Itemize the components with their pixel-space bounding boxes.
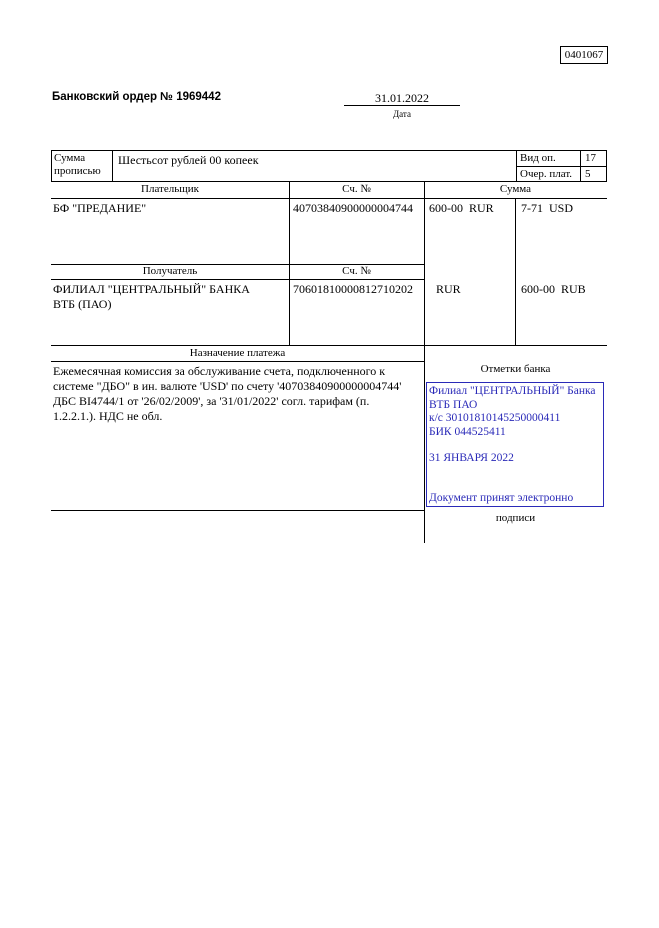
- amount-words-label: [54, 152, 110, 178]
- col-purpose-header: Назначение платежа: [189, 347, 286, 359]
- table-line: [580, 150, 581, 181]
- table-line: [51, 150, 607, 151]
- table-line: [51, 361, 424, 362]
- table-line: [51, 198, 607, 199]
- payer-account: 40703840900000004744: [293, 201, 413, 215]
- table-line: [289, 181, 290, 345]
- stamp-line: Филиал "ЦЕНТРАЛЬНЫЙ" Банка: [429, 385, 596, 397]
- table-line: [51, 510, 424, 511]
- amount-words-value: Шестьсот рублей 00 копеек: [118, 153, 259, 167]
- priority-value: 5: [585, 168, 591, 180]
- recipient-name-line1: ФИЛИАЛ "ЦЕНТРАЛЬНЫЙ" БАНКА: [53, 282, 250, 296]
- recipient-amount-rur: RUR: [436, 282, 461, 296]
- payer-amount-usd: 7-71 USD: [521, 201, 574, 215]
- col-payer-header: Плательщик: [141, 183, 199, 195]
- priority-label: Очер. плат.: [520, 168, 573, 180]
- table-line: [51, 181, 607, 182]
- col-recipient-header: Получатель: [142, 265, 198, 277]
- table-line: [51, 150, 52, 181]
- table-line: [424, 181, 425, 543]
- form-code: 0401067: [564, 49, 604, 61]
- date-underline: [344, 105, 460, 106]
- table-line: [112, 150, 113, 181]
- stamp-footer: Документ принят электронно: [429, 491, 574, 504]
- stamp-date: 31 ЯНВАРЯ 2022: [429, 452, 514, 464]
- table-line: [51, 279, 424, 280]
- op-type-label: Вид оп.: [520, 152, 556, 164]
- stamp-line: к/с 30101810145250000411: [429, 412, 561, 424]
- bank-stamp: [426, 382, 604, 507]
- recipient-account: 70601810000812710202: [293, 282, 413, 296]
- form-code-box: [560, 46, 608, 64]
- purpose-line: Ежемесячная комиссия за обслуживание счета, подключенного к: [53, 364, 386, 378]
- order-date: 31.01.2022: [375, 91, 429, 105]
- table-line: [606, 150, 607, 181]
- purpose-line: 1.2.2.1.). НДС не обл.: [53, 409, 163, 423]
- order-title: Банковский ордер № 1969442: [52, 91, 221, 103]
- payer-name: БФ "ПРЕДАНИЕ": [53, 201, 147, 215]
- stamp-line: ВТБ ПАО: [429, 398, 478, 411]
- amount-words-label-line2: прописью: [54, 165, 101, 177]
- col-account-header: Сч. №: [342, 183, 371, 195]
- op-type-value: 17: [585, 152, 596, 164]
- payment-purpose: [53, 364, 423, 424]
- stamp-line: БИК 044525411: [429, 425, 506, 438]
- purpose-line: системе "ДБО" в ин. валюте 'USD' по счету '40703840900000004744': [53, 379, 402, 393]
- recipient-name-line2: ВТБ (ПАО): [53, 297, 112, 311]
- signatures-label: подписи: [495, 512, 536, 524]
- payer-amount-rur: 600-00 RUR: [429, 201, 494, 215]
- col-bank-marks-header: Отметки банка: [480, 363, 551, 375]
- table-line: [516, 166, 607, 167]
- amount-words-label-line1: Сумма: [54, 152, 86, 164]
- col-account2-header: Сч. №: [342, 265, 371, 277]
- recipient-amount-rub: 600-00 RUB: [521, 282, 586, 296]
- col-sum-header: Сумма: [499, 183, 532, 195]
- purpose-line: ДБС BI4744/1 от '26/02/2009', за '31/01/2022' согл. тарифам (п.: [53, 394, 370, 408]
- table-line: [51, 345, 607, 346]
- date-label: Дата: [393, 109, 411, 119]
- table-line: [516, 150, 517, 181]
- table-line: [515, 198, 516, 345]
- recipient-name: [53, 282, 250, 312]
